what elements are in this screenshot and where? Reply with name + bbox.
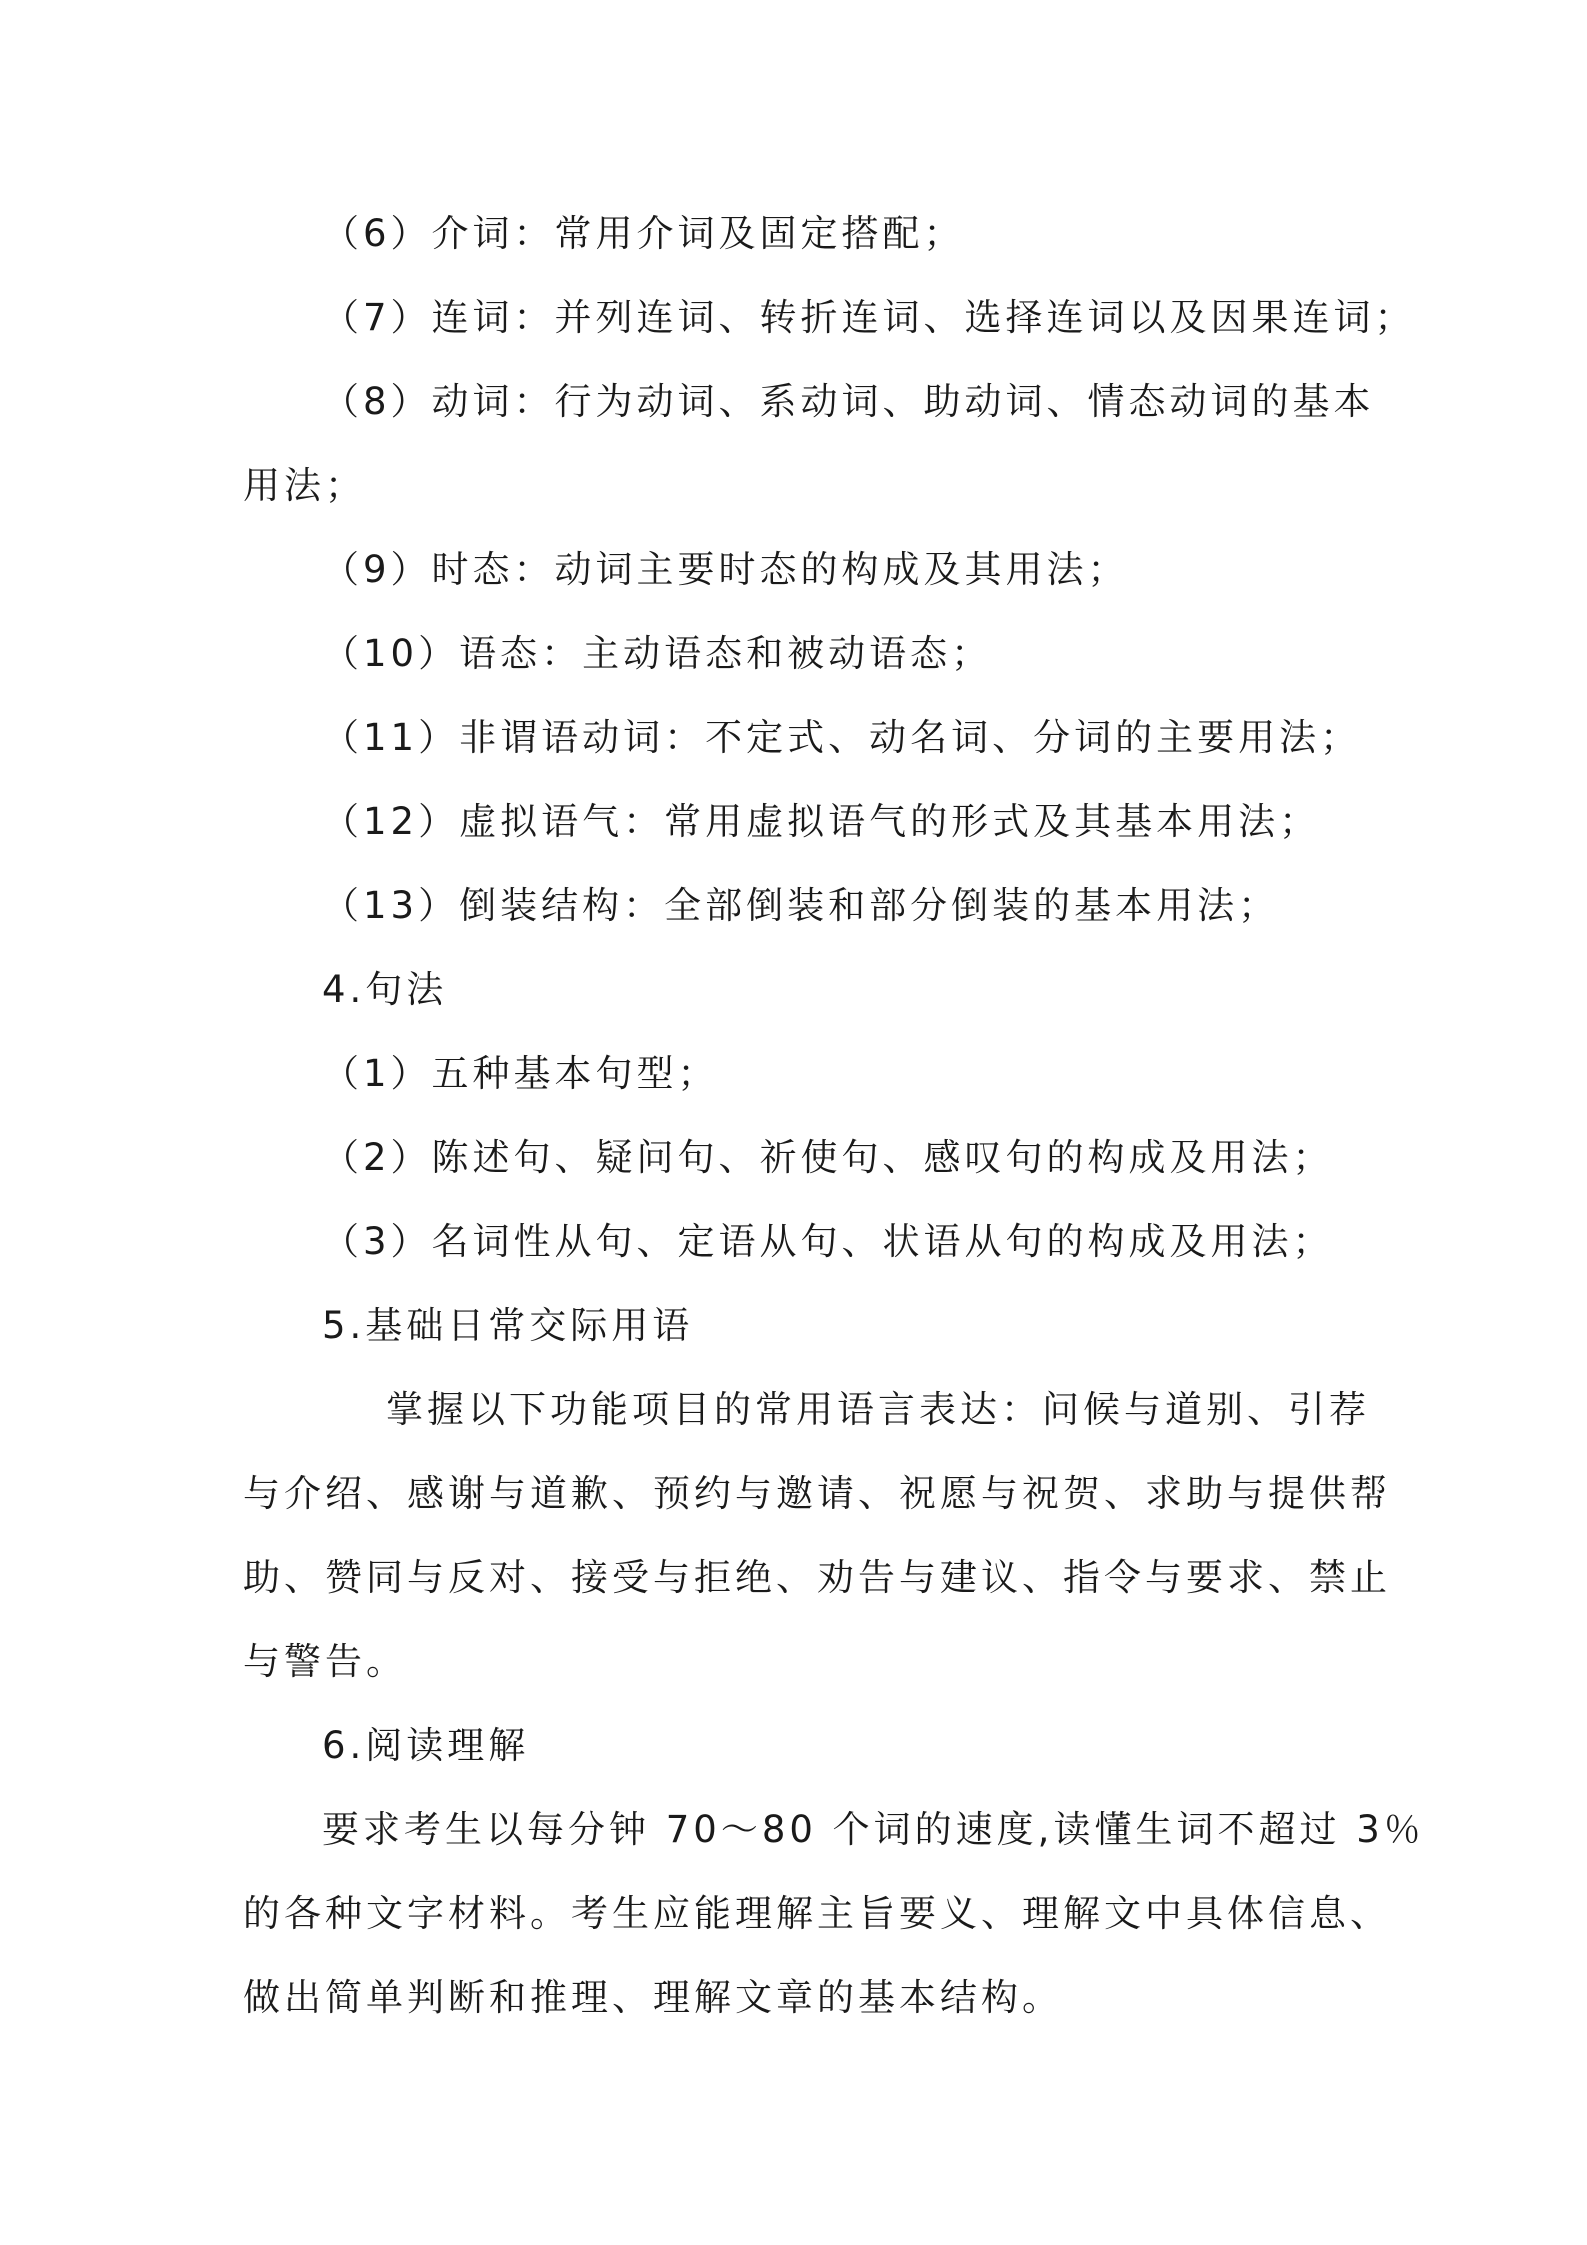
paragraph-line: （13）倒装结构：全部倒装和部分倒装的基本用法； [322,884,1280,927]
section-heading: 6.阅读理解 [322,1724,530,1767]
paragraph-line: （1）五种基本句型； [322,1052,719,1095]
paragraph-line: （9）时态：动词主要时态的构成及其用法； [322,548,1129,591]
paragraph-line: 要求考生以每分钟 70～80 个词的速度,读懂生词不超过 3％ [322,1808,1425,1851]
paragraph-line: 与介绍、感谢与道歉、预约与邀请、祝愿与祝贺、求助与提供帮 [243,1472,1391,1515]
paragraph-line: （8）动词：行为动词、系动词、助动词、情态动词的基本 [322,380,1375,423]
paragraph-line: （10）语态：主动语态和被动语态； [322,632,993,675]
paragraph-line: 的各种文字材料。考生应能理解主旨要义、理解文中具体信息、 [243,1892,1391,1935]
paragraph-line: 与警告。 [243,1640,407,1683]
paragraph-line: （7）连词：并列连词、转折连词、选择连词以及因果连词； [322,296,1416,339]
paragraph-line: （6）介词：常用介词及固定搭配； [322,212,965,255]
paragraph-line: 用法； [243,464,366,507]
paragraph-line: （11）非谓语动词：不定式、动名词、分词的主要用法； [322,716,1362,759]
paragraph-line: （3）名词性从句、定语从句、状语从句的构成及用法； [322,1220,1334,1263]
section-heading: 5.基础日常交际用语 [322,1304,694,1347]
paragraph-line: 助、赞同与反对、接受与拒绝、劝告与建议、指令与要求、禁止 [243,1556,1391,1599]
paragraph-line: （12）虚拟语气：常用虚拟语气的形式及其基本用法； [322,800,1321,843]
paragraph-line: 掌握以下功能项目的常用语言表达：问候与道别、引荐 [386,1388,1370,1431]
paragraph-line: 做出简单判断和推理、理解文章的基本结构。 [243,1976,1063,2019]
paragraph-line: （2）陈述句、疑问句、祈使句、感叹句的构成及用法； [322,1136,1334,1179]
section-heading: 4.句法 [322,968,448,1011]
